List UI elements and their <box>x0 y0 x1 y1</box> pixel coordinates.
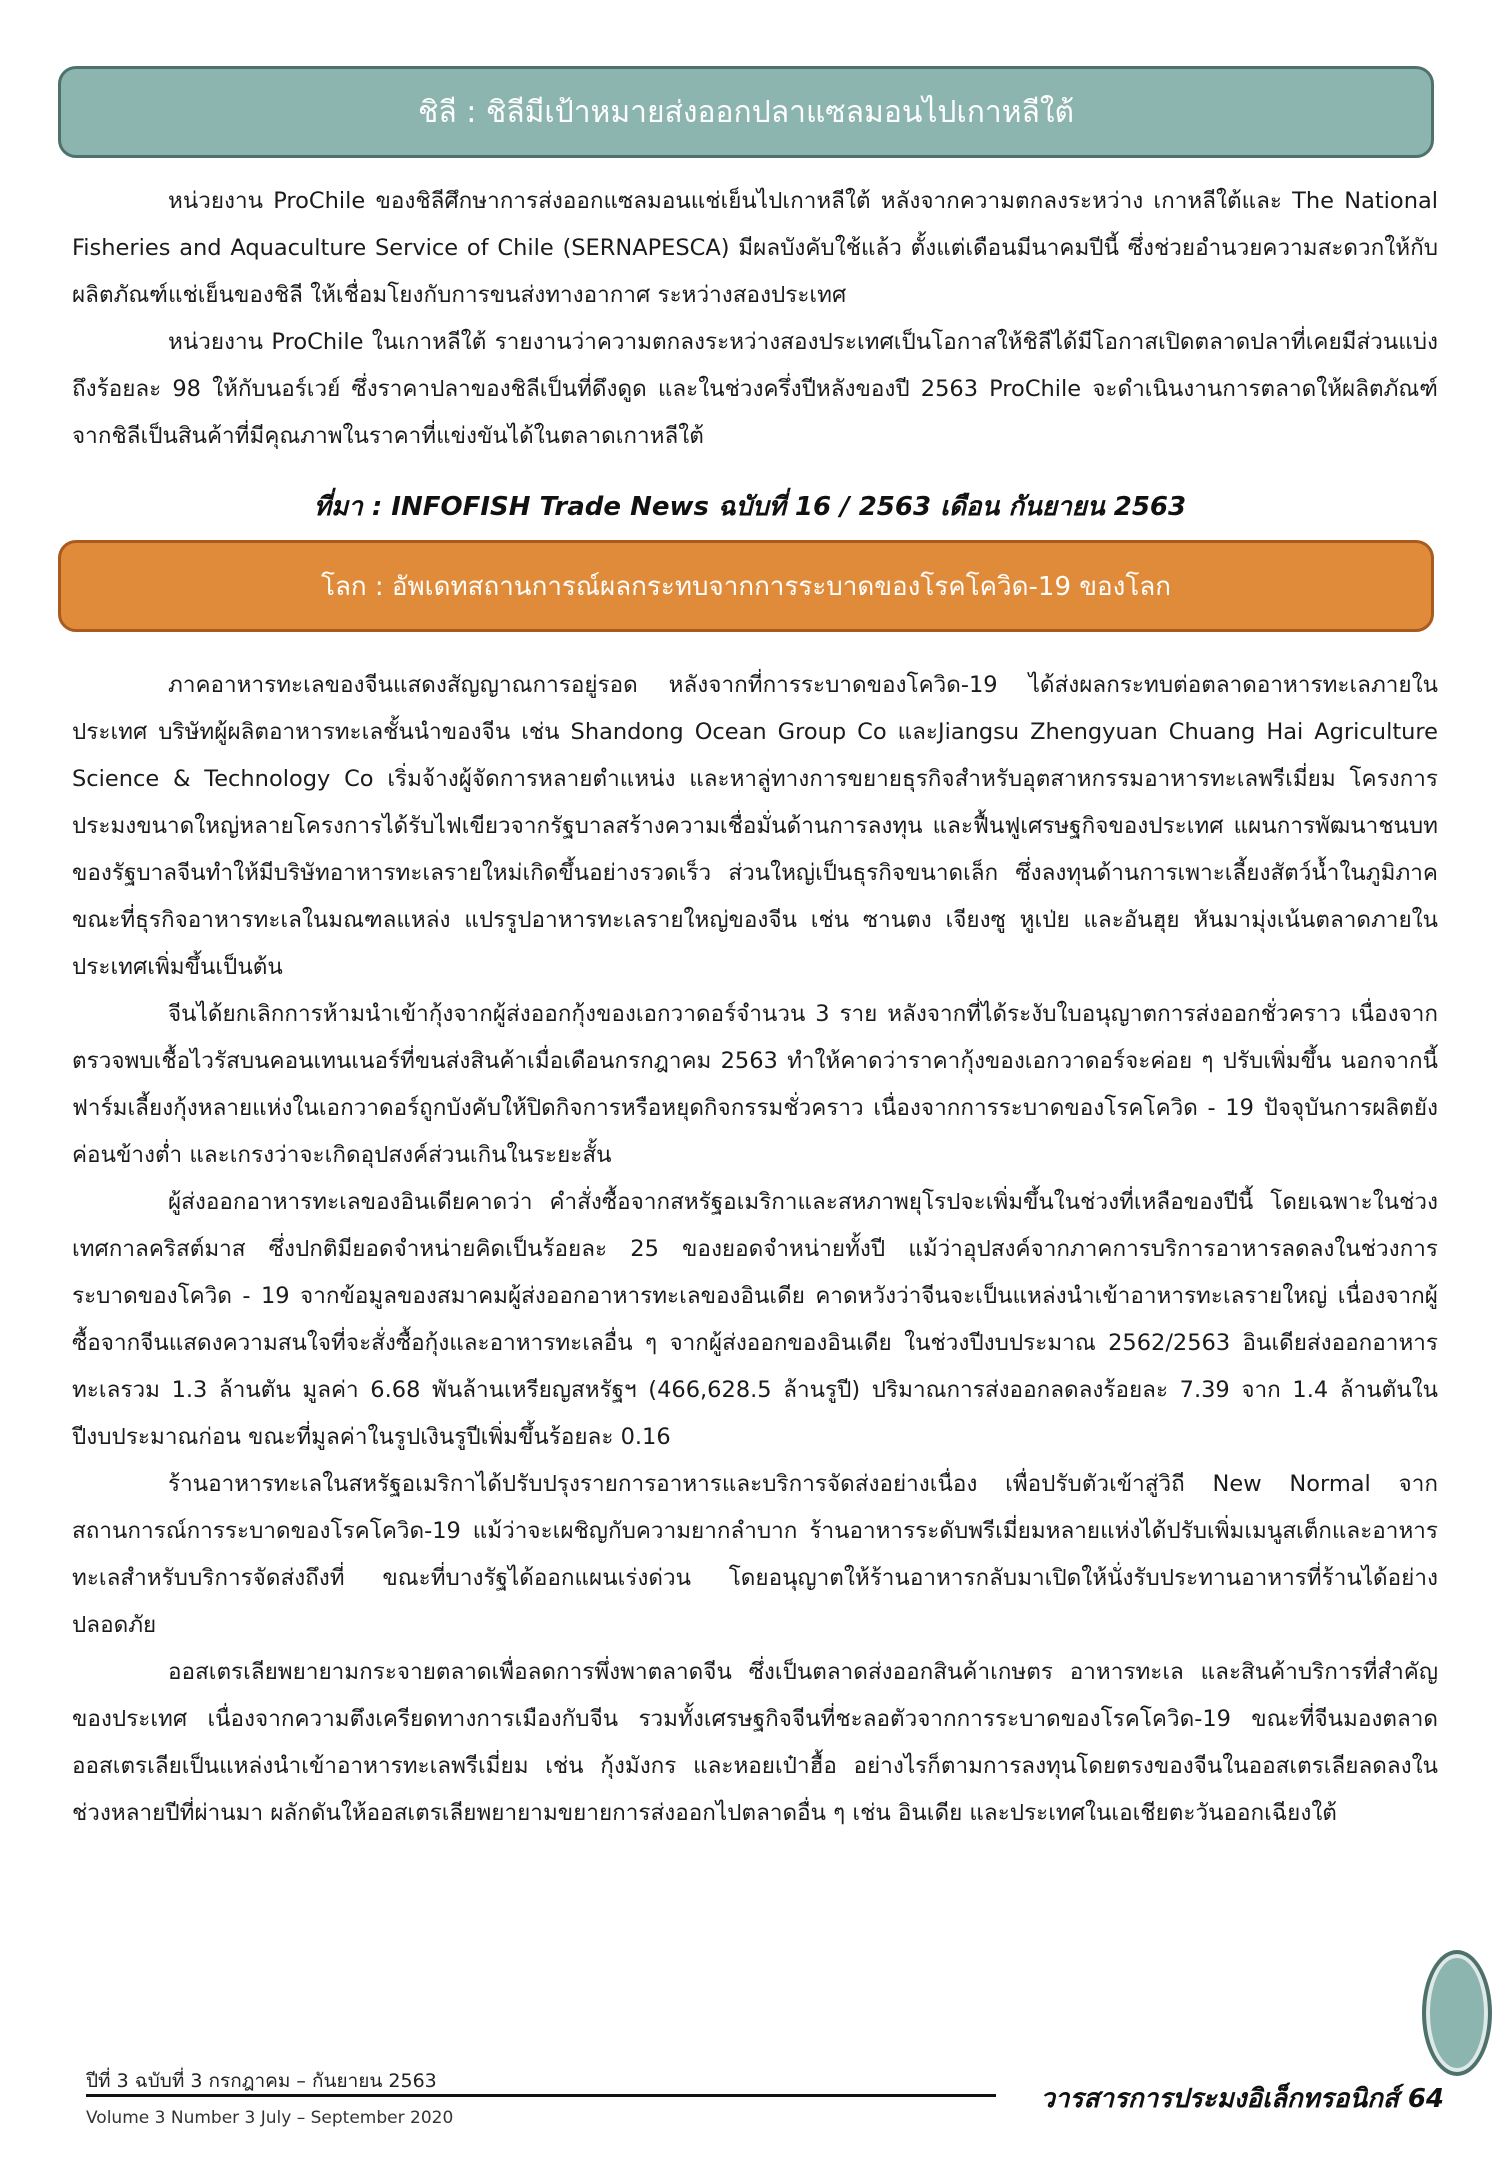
banner-title: โลก : อัพเดทสถานการณ์ผลกระทบจากการระบาดของโรคโควิด-19 ของโลก <box>321 571 1171 602</box>
footer-issue-th: ปีที่ 3 ฉบับที่ 3 กรกฎาคม – กันยายน 2563 <box>86 2070 437 2092</box>
section-banner-world <box>58 540 1434 632</box>
chile-article <box>72 178 1438 460</box>
paragraph: หน่วยงาน ProChile ของชิลีศึกษาการส่งออกแซลมอนแช่เย็นไปเกาหลีใต้ หลังจากความตกลงระหว่าง เกาหลีใต้และ The National Fisheries and Aquaculture Service of Chile (SERNAPESCA) มีผลบังคับใช้แล้ว ตั้งแต่เดือนมีนาคมปีนี้ ซึ่งช่วยอำนวยความสะดวกให้กับผลิตภัณฑ์แช่เย็นของชิลี ให้เชื่อมโยงกับการขนส่งทางอากาศ ระหว่างสองประเทศ <box>72 188 1438 308</box>
paragraph: หน่วยงาน ProChile ในเกาหลีใต้ รายงานว่าความตกลงระหว่างสองประเทศเป็นโอกาสให้ชิลีได้มีโอกาสเปิดตลาดปลาที่เคยมีส่วนแบ่งถึงร้อยละ 98 ให้กับนอร์เวย์ ซึ่งราคาปลาของชิลีเป็นที่ดึงดูด และในช่วงครึ่งปีหลังของปี 2563 ProChile จะดำเนินงานการตลาดให้ผลิตภัณฑ์จากชิลีเป็นสินค้าที่มีคุณภาพในราคาที่แข่งขันได้ในตลาดเกาหลีใต้ <box>72 329 1438 449</box>
paragraph: ผู้ส่งออกอาหารทะเลของอินเดียคาดว่า คำสั่งซื้อจากสหรัฐอเมริกาและสหภาพยุโรปจะเพิ่มขึ้นในช่วงที่เหลือของปีนี้ โดยเฉพาะในช่วงเทศกาลคริสต์มาส ซึ่งปกติมียอดจำหน่ายคิดเป็นร้อยละ 25 ของยอดจำหน่ายทั้งปี แม้ว่าอุปสงค์จากภาคการบริการอาหารลดลงในช่วงการระบาดของโควิด - 19 จากข้อมูลของสมาคมผู้ส่งออกอาหารทะเลของอินเดีย คาดหวังว่าจีนจะเป็นแหล่งนำเข้าอาหารทะเลรายใหญ่ เนื่องจากผู้ซื้อจากจีนแสดงความสนใจที่จะสั่งซื้อกุ้งและอาหารทะเลอื่น ๆ จากผู้ส่งออกของอินเดีย ในช่วงปีงบประมาณ 2562/2563 อินเดียส่งออกอาหารทะเลรวม 1.3 ล้านตัน มูลค่า 6.68 พันล้านเหรียญสหรัฐฯ (466,628.5 ล้านรูปี) ปริมาณการส่งออกลดลงร้อยละ 7.39 จาก 1.4 ล้านตันในปีงบประมาณก่อน ขณะที่มูลค่าในรูปเงินรูปีเพิ่มขึ้นร้อยละ 0.16 <box>72 1189 1438 1450</box>
paragraph: ร้านอาหารทะเลในสหรัฐอเมริกาได้ปรับปรุงรายการอาหารและบริการจัดส่งอย่างเนื่อง เพื่อปรับตัวเข้าสู่วิถี New Normal จากสถานการณ์การระบาดของโรคโควิด-19 แม้ว่าจะเผชิญกับความยากลำบาก ร้านอาหารระดับพรีเมี่ยมหลายแห่งได้ปรับเพิ่มเมนูสเต็กและอาหารทะเลสำหรับบริการจัดส่งถึงที่ ขณะที่บางรัฐได้ออกแผนเร่งด่วน โดยอนุญาตให้ร้านอาหารกลับมาเปิดให้นั่งรับประทานอาหารที่ร้านได้อย่างปลอดภัย <box>72 1471 1438 1638</box>
footer-divider <box>86 2094 996 2097</box>
world-article <box>72 662 1438 1837</box>
source-citation: ที่มา : INFOFISH Trade News ฉบับที่ 16 / 2563 เดือน กันยายน 2563 <box>313 492 1187 522</box>
decorative-oval <box>1422 1950 1492 2076</box>
banner-title: ชิลี : ชิลีมีเป้าหมายส่งออกปลาแซลมอนไปเกาหลีใต้ <box>417 94 1075 130</box>
paragraph: ภาคอาหารทะเลของจีนแสดงสัญญาณการอยู่รอด หลังจากที่การระบาดของโควิด-19 ได้ส่งผลกระทบต่อตลาดอาหารทะเลภายในประเทศ บริษัทผู้ผลิตอาหารทะเลชั้นนำของจีน เช่น Shandong Ocean Group Co และJiangsu Zhengyuan Chuang Hai Agriculture Science & Technology Co เริ่มจ้างผู้จัดการหลายตำแหน่ง และหาลู่ทางการขยายธุรกิจสำหรับอุตสาหกรรมอาหารทะเลพรีเมี่ยม โครงการประมงขนาดใหญ่หลายโครงการได้รับไฟเขียวจากรัฐบาลสร้างความเชื่อมั่นด้านการลงทุน และฟื้นฟูเศรษฐกิจของประเทศ แผนการพัฒนาชนบทของรัฐบาลจีนทำให้มีบริษัทอาหารทะเลรายใหม่เกิดขึ้นอย่างรวดเร็ว ส่วนใหญ่เป็นธุรกิจขนาดเล็ก ซึ่งลงทุนด้านการเพาะเลี้ยงสัตว์น้ำในภูมิภาค ขณะที่ธุรกิจอาหารทะเลในมณฑลแหล่ง แปรรูปอาหารทะเลรายใหญ่ของจีน เช่น ซานตง เจียงซู หูเป่ย และอันฮุย หันมามุ่งเน้นตลาดภายในประเทศเพิ่มขึ้นเป็นต้น <box>72 672 1438 980</box>
section-banner-chile <box>58 66 1434 158</box>
paragraph: จีนได้ยกเลิกการห้ามนำเข้ากุ้งจากผู้ส่งออกกุ้งของเอกวาดอร์จำนวน 3 ราย หลังจากที่ได้ระงับใบอนุญาตการส่งออกชั่วคราว เนื่องจากตรวจพบเชื้อไวรัสบนคอนเทนเนอร์ที่ขนส่งสินค้าเมื่อเดือนกรกฎาคม 2563 ทำให้คาดว่าราคากุ้งของเอกวาดอร์จะค่อย ๆ ปรับเพิ่มขึ้น นอกจากนี้ ฟาร์มเลี้ยงกุ้งหลายแห่งในเอกวาดอร์ถูกบังคับให้ปิดกิจการหรือหยุดกิจกรรมชั่วคราว เนื่องจากการระบาดของโรคโควิด - 19 ปัจจุบันการผลิตยังค่อนข้างต่ำ และเกรงว่าจะเกิดอุปสงค์ส่วนเกินในระยะสั้น <box>72 1001 1438 1168</box>
paragraph: ออสเตรเลียพยายามกระจายตลาดเพื่อลดการพึ่งพาตลาดจีน ซึ่งเป็นตลาดส่งออกสินค้าเกษตร อาหารทะเล และสินค้าบริการที่สำคัญของประเทศ เนื่องจากความตึงเครียดทางการเมืองกับจีน รวมทั้งเศรษฐกิจจีนที่ชะลอตัวจากการระบาดของโรคโควิด-19 ขณะที่จีนมองตลาดออสเตรเลียเป็นแหล่งนำเข้าอาหารทะเลพรีเมี่ยม เช่น กุ้งมังกร และหอยเป๋าฮื้อ อย่างไรก็ตามการลงทุนโดยตรงของจีนในออสเตรเลียลดลงในช่วงหลายปีที่ผ่านมา ผลักดันให้ออสเตรเลียพยายามขยายการส่งออกไปตลาดอื่น ๆ เช่น อินเดีย และประเทศในเอเชียตะวันออกเฉียงใต้ <box>72 1659 1438 1826</box>
footer-issue-en: Volume 3 Number 3 July – September 2020 <box>86 2108 454 2128</box>
journal-title-page-number: วารสารการประมงอิเล็กทรอนิกส์ 64 <box>1040 2084 1444 2114</box>
